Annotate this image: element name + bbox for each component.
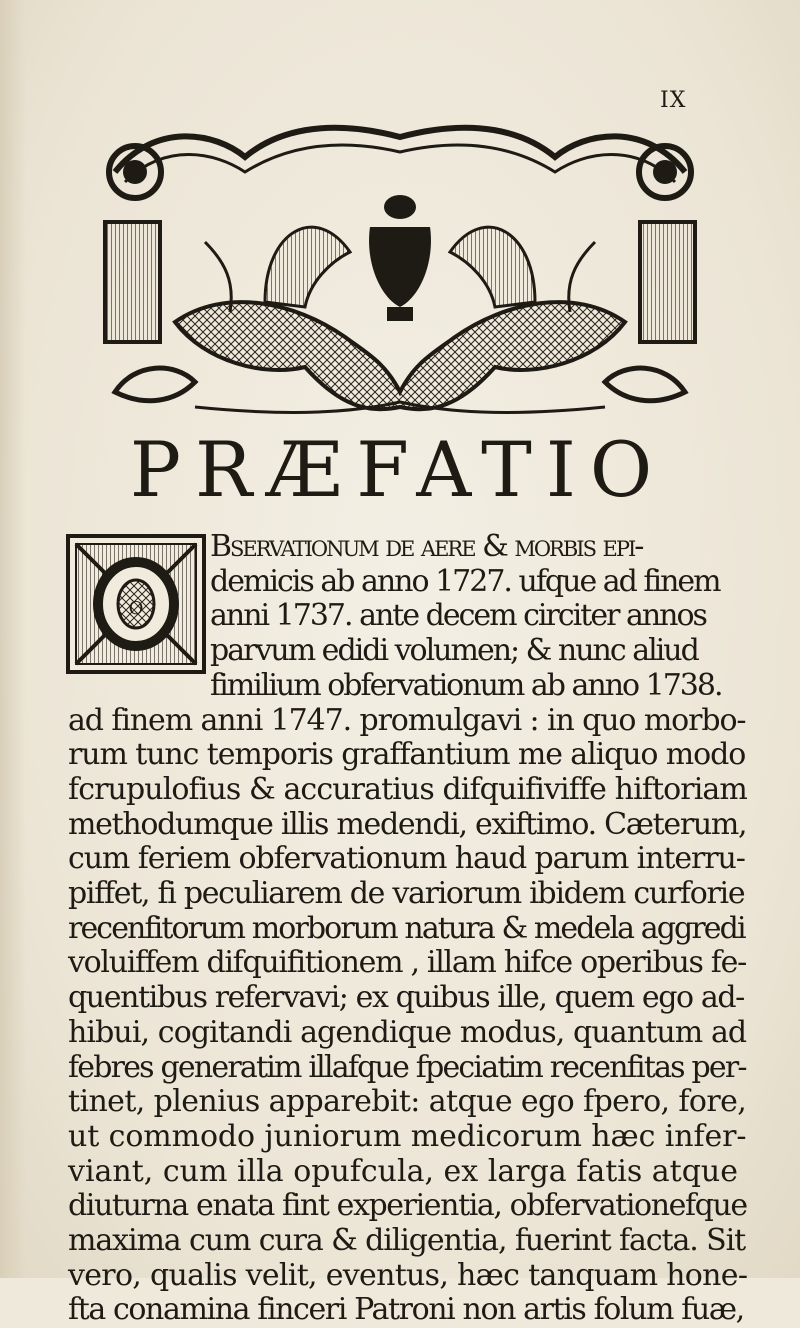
text-line: maxima cum cura & diligentia, fuerint facta. Sit [68,1223,746,1259]
text-line: diuturna enata fint experientia, obfervationefque [68,1188,747,1224]
page-gutter-shadow [0,0,26,1278]
text-line: febres generatim illafque fpeciatim recenfitas per- [68,1049,746,1085]
text-line: ut commodo juniorum medicorum hæc infer- [68,1118,747,1154]
page-title: PRÆFATIO [129,425,667,514]
text-line: anni 1737. ante decem circiter annos [210,598,706,634]
text-line: ad finem anni 1747. promulgavi : in quo morbo- [68,702,746,738]
preface-text [68,530,748,1328]
text-line: fimilium obfervationum ab anno 1738. [210,667,722,703]
text-line: piffet, fi peculiarem de variorum ibidem curforie [68,876,745,912]
text-line: vero, qualis velit, eventus, hæc tanquam hone- [68,1257,748,1293]
text-line: recenfitorum morborum natura & medela aggredi [68,910,745,946]
drop-cap-letter: O [128,598,144,619]
text-line: voluiffem difquifitionem , illam hifce operibus fe- [68,945,746,981]
text-line: quentibus refervavi; ex quibus ille, quem ego ad- [68,980,744,1016]
text-line: Bservationum de aere & morbis epi- [210,529,643,564]
text-line: viant, cum illa opufcula, ex larga fatis atque [68,1153,739,1189]
text-line: hibui, cogitandi agendique modus, quantum ad [68,1014,747,1050]
page-number: IX [660,88,687,113]
text-line: cum feriem obfervationum haud parum interru- [68,841,745,877]
text-line: rum tunc temporis graffantium me aliquo modo [68,737,746,773]
text-line: tinet, plenius apparebit: atque ego fpero, fore, [68,1084,747,1120]
text-line: parvum edidi volumen; & nunc aliud [210,633,698,669]
text-line: fcrupulofius & accuratius difquifiviffe hiftoriam [68,771,747,807]
text-line: methodumque illis medendi, exiftimo. Cæterum, [68,806,747,842]
ornamental-headpiece [95,112,705,422]
text-line: demicis ab anno 1727. ufque ad finem [210,563,720,599]
text-line: fta conamina finceri Patroni non artis folum fuæ, [68,1292,744,1328]
